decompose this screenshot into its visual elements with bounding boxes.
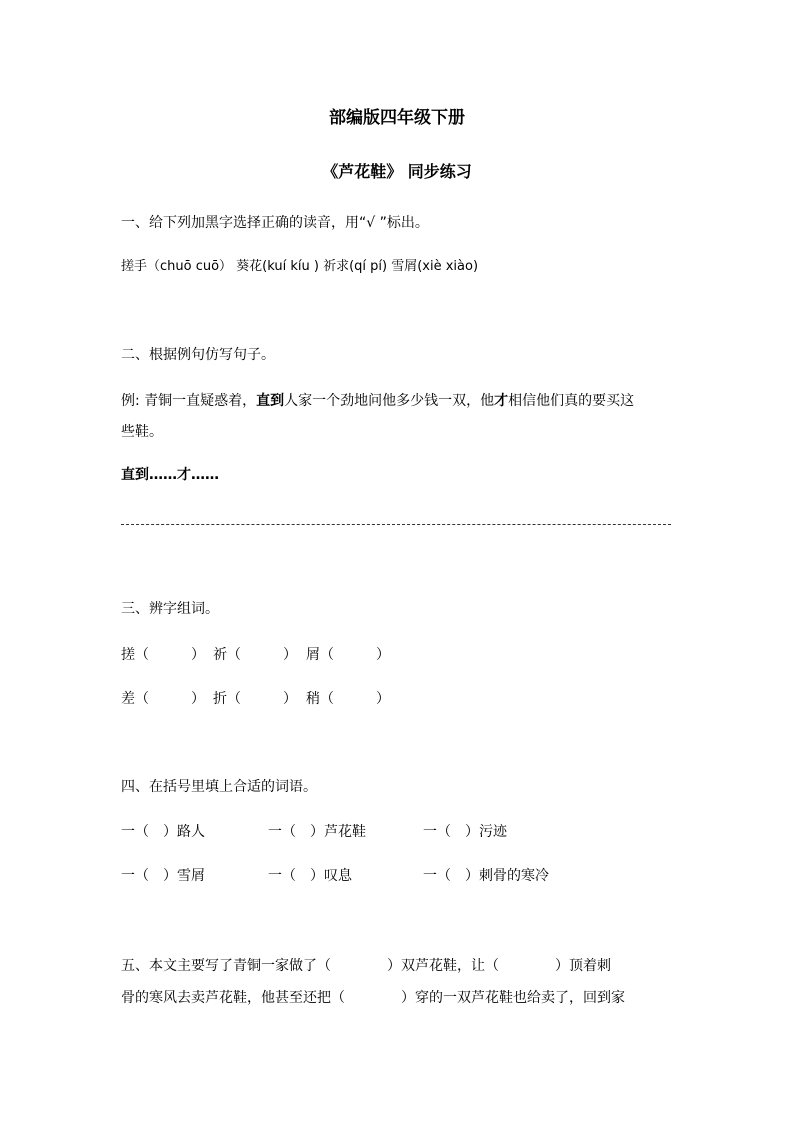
q2-heading: 二、根据例句仿写句子。: [121, 347, 275, 363]
page-title: 部编版四年级下册: [329, 108, 465, 128]
q5-line2: 骨的寒风去卖芦花鞋，他甚至还把（ ）穿的一双芦花鞋也给卖了，回到家: [121, 990, 625, 1006]
q3-item-shao[interactable]: 稍（ ）: [306, 691, 390, 707]
q2-answer-line[interactable]: [121, 524, 671, 525]
q4-item-xuexie[interactable]: 一（ ）雪屑: [121, 868, 205, 884]
q5-line1: 五、本文主要写了青铜一家做了（ ）双芦花鞋，让（ ）顶着刺: [121, 958, 611, 974]
q3-item-cuo[interactable]: 搓（ ）: [121, 647, 205, 663]
page-subtitle: 《芦花鞋》 同步练习: [322, 162, 472, 181]
q1-pinyin-line: 搓手（chuō cuō） 葵花(kuí kíu ) 祈求(qí pí) 雪屑(xiè xiào): [121, 259, 479, 274]
q4-item-wuji[interactable]: 一（ ）污迹: [423, 824, 507, 840]
q4-item-hanleng[interactable]: 一（ ）刺骨的寒冷: [423, 868, 549, 884]
q3-heading: 三、辨字组词。: [121, 601, 219, 617]
q2-example-bold-cai: 才: [494, 393, 509, 409]
q3-item-qi[interactable]: 祈（ ）: [213, 647, 297, 663]
q2-example-line2: 些鞋。: [121, 424, 163, 440]
q2-example-bold-zhidao: 直到: [256, 393, 285, 409]
q4-heading: 四、在括号里填上合适的词语。: [121, 779, 317, 795]
q3-item-cha[interactable]: 差（ ）: [121, 691, 205, 707]
q4-item-tanxi[interactable]: 一（ ）叹息: [268, 868, 352, 884]
q3-item-xie[interactable]: 屑（ ）: [306, 647, 390, 663]
q4-item-luhuaxie[interactable]: 一（ ）芦花鞋: [268, 824, 366, 840]
q2-example-text-b: 人家一个劲地问他多少钱一双，他: [284, 393, 495, 409]
q2-example-text-a: 例: 青铜一直疑惑着，: [121, 393, 257, 409]
q2-example-line1: [121, 394, 634, 408]
q2-pattern: 直到……才……: [121, 467, 219, 483]
q1-heading: 一、给下列加黑字选择正确的读音，用“√ ”标出。: [121, 215, 429, 231]
q3-item-zhe[interactable]: 折（ ）: [213, 691, 297, 707]
q4-item-luren[interactable]: 一（ ）路人: [121, 824, 205, 840]
q2-example-text-c: 相信他们真的要买这: [508, 393, 635, 409]
